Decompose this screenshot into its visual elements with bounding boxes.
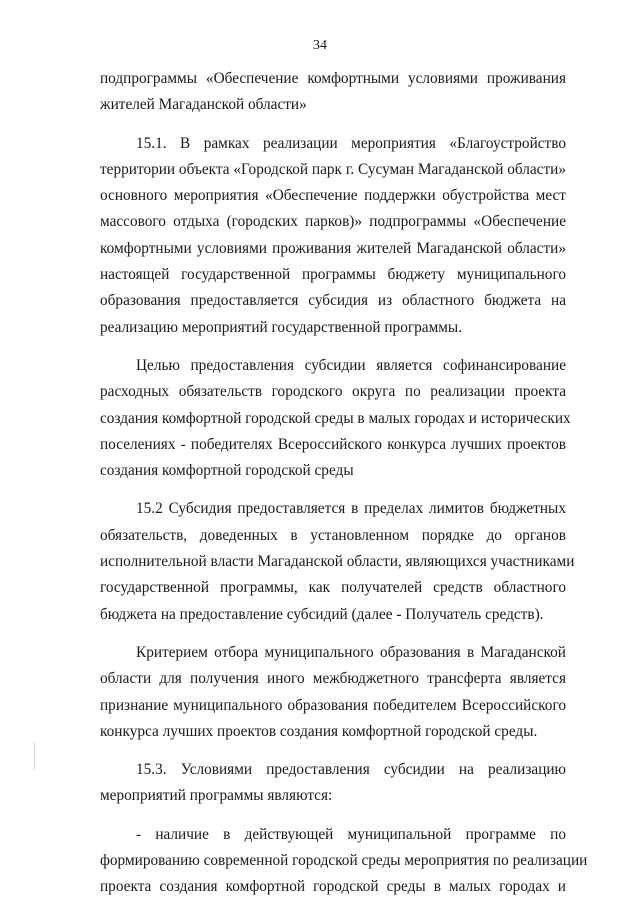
- text-line: области для получения иного межбюджетного трансферта является: [100, 670, 566, 688]
- text-line: - наличие в действующей муниципальной программе по: [136, 825, 566, 843]
- text-line: проекта создания комфортной городской среды в малых городах и: [100, 878, 566, 896]
- text-line: комфортными условиями проживания жителей Магаданской области»: [100, 239, 566, 257]
- text-line: конкурса лучших проектов создания комфортной городской среды.: [100, 722, 538, 740]
- paragraph-continuation: [100, 66, 566, 119]
- scan-artifact: [34, 742, 35, 770]
- text-line: Целью предоставления субсидии является софинансирование: [136, 356, 566, 374]
- text-line: поселениях - победителях Всероссийского конкурса лучших проектов: [100, 435, 566, 453]
- text-line: создания комфортной городской среды в малых городах и исторических: [100, 409, 571, 427]
- text-line: основного мероприятия «Обеспечение поддержки обустройства мест: [100, 187, 566, 205]
- paragraph-goal: [100, 353, 571, 484]
- text-line: массового отдыха (городских парков)» подпрограммы «Обеспечение: [100, 213, 566, 231]
- text-line: бюджета на предоставление субсидий (далее - Получатель средств).: [100, 605, 544, 623]
- paragraph-15-1: [100, 131, 566, 341]
- paragraph-condition-item: [100, 822, 588, 901]
- text-line: территории объекта «Городской парк г. Сусуман Магаданской области»: [100, 160, 566, 178]
- text-line: подпрограммы «Обеспечение комфортными условиями проживания: [100, 70, 566, 87]
- text-line: настоящей государственной программы бюджету муниципального: [100, 266, 566, 284]
- text-line: признание муниципального образования победителем Всероссийского: [100, 696, 566, 714]
- text-line: жителей Магаданской области»: [100, 96, 307, 114]
- text-line: 15.2 Субсидия предоставляется в пределах лимитов бюджетных: [136, 500, 566, 518]
- text-line: формированию современной городской среды мероприятия по реализации: [100, 852, 588, 870]
- text-line: создания комфортной городской среды: [100, 462, 354, 480]
- text-line: мероприятий программы являются:: [100, 787, 333, 805]
- document-body: [100, 66, 588, 901]
- paragraph-criterion: [100, 640, 566, 745]
- text-line: исполнительной власти Магаданской области, являющихся участниками: [100, 553, 575, 571]
- text-line: реализацию мероприятий государственной программы.: [100, 318, 463, 336]
- text-line: образования предоставляется субсидия из областного бюджета на: [100, 292, 566, 310]
- page-number: 34: [313, 38, 327, 53]
- text-line: обязательств, доведенных в установленном порядке до органов: [100, 526, 566, 544]
- paragraph-15-3: [100, 757, 566, 810]
- text-line: Критерием отбора муниципального образования в Магаданской: [136, 643, 566, 661]
- text-line: 15.3. Условиями предоставления субсидии на реализацию: [136, 761, 566, 779]
- text-line: государственной программы, как получателей средств областного: [100, 579, 566, 597]
- text-line: расходных обязательств городского округа по реализации проекта: [100, 383, 566, 401]
- text-line: 15.1. В рамках реализации мероприятия «Благоустройство: [136, 134, 566, 152]
- paragraph-15-2: [100, 496, 575, 627]
